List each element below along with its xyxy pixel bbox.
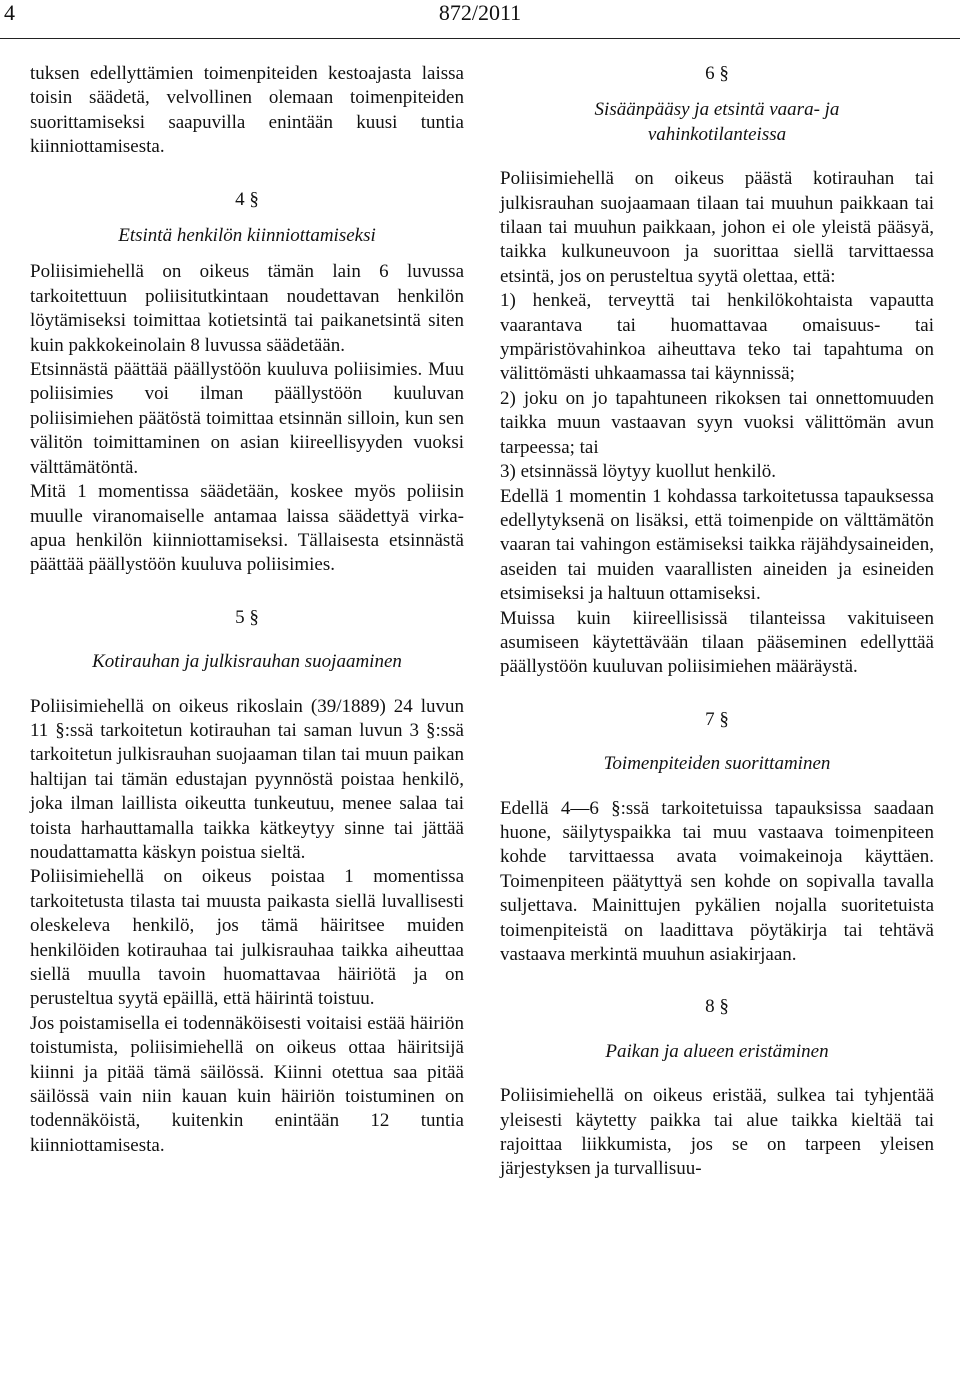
section-8-title: Paikan ja alueen eristäminen: [605, 1040, 829, 1062]
section-8-paragraph-1: Poliisimiehellä on oikeus eristää, sulkea tai tyhjentää yleisesti käytetty paikka tai alue taikka kieltää tai rajoittaa liikkumista, jos se on tarpeen yleisen järjestyksen ja turvallisuu-: [500, 1085, 934, 1180]
section-7-title: Toimenpiteiden suorittaminen: [603, 753, 831, 775]
right-column: [500, 62, 934, 1182]
section-6-paragraph-3: Muissa kuin kiireellisissä tilanteissa vakituiseen asumiseen käytettävään tilaan pääseminen edellyttää päällystöön kuuluvan poliisimiehen määräystä.: [500, 607, 934, 678]
section-5-title: Kotirauhan ja julkisrauhan suojaaminen: [92, 651, 402, 673]
header-rule: [0, 38, 960, 39]
left-column: [30, 62, 464, 1158]
section-5-paragraph-2: Poliisimiehellä on oikeus poistaa 1 momentissa tarkoitetusta tilasta tai muusta paikasta siellä luvallisesti oleskeleva henkilö, jos tämä häiritsee muiden henkilöiden kotirauhaa tai julkisrauhaa taikka aiheuttaa siellä muulla tavoin huomattavaa häiriötä ja on perusteltua syytä epäillä, että häirintä toistuu.: [30, 866, 464, 1010]
section-7-number: 7 §: [705, 708, 729, 730]
page-header: [0, 0, 960, 30]
section-8-number: 8 §: [705, 996, 729, 1018]
section-6-paragraph-1: Poliisimiehellä on oikeus päästä kotirauhan tai julkisrauhan suojaamaan tilaan tai muuhun paikkaan tai tilaan tai muuhun paikkaan, johon ei ole yleistä pääsyä, taikka kulkuneuvoon ja suorittaa siellä tarvittaessa etsintä, jos on perusteltua syytä olettaa, että:: [500, 168, 934, 287]
section-6-number: 6 §: [705, 63, 729, 84]
section-6-title-line-1: Sisäänpääsy ja etsintä vaara- ja: [594, 99, 840, 121]
section-6-item-2: 2) joku on jo tapahtuneen rikoksen tai onnettomuuden taikka muun vastaavan syyn vuoksi välittömän avun tarpeessa; tai: [500, 387, 934, 458]
section-4-paragraph-2: Etsinnästä päättää päällystöön kuuluva poliisimies. Muu poliisimies voi ilman päällystöön kuuluvan poliisimiehen päätöstä toimittaa etsinnän silloin, kun sen välitön toimittaminen on asian kiireellisyyden vuoksi välttämätöntä.: [30, 359, 464, 478]
section-4-paragraph-1: Poliisimiehellä on oikeus tämän lain 6 luvussa tarkoitettuun poliisitutkintaan noudettavan henkilön löytämiseksi toimittaa kotietsintä tai paikanetsintä siten kuin pakkokeinolain 8 luvussa säädetään.: [30, 261, 464, 356]
section-5-number: 5 §: [235, 606, 259, 628]
section-4-title: Etsintä henkilön kiinniottamiseksi: [118, 225, 376, 247]
section-6-item-1: 1) henkeä, terveyttä tai henkilökohtaista vapautta vaarantava tai huomattavaa omaisuus- tai ympäristövahinkoa aiheuttava teko tai tapahtuma on välittömästi uhkaamassa tai käynnissä;: [500, 290, 934, 385]
document-id: 872/2011: [438, 0, 522, 25]
intro-paragraph: tuksen edellyttämien toimenpiteiden kestoajasta laissa toisin säädetä, velvollinen olemaan toimenpiteiden suorittamiseksi saapuvilla enintään kuusi tuntia kiinniottamisesta.: [30, 63, 464, 158]
section-6-paragraph-2: Edellä 1 momentin 1 kohdassa tarkoitetussa tapauksessa edellytyksenä on lisäksi, että toimenpide on välttämätön vaaran tai vahingon estämiseksi taikka räjähdysaineiden, aseiden tai muiden vaarallisten aineiden ja esineiden etsimiseksi ja haltuun ottamiseksi.: [500, 485, 934, 605]
section-5-paragraph-3: Jos poistamisella ei todennäköisesti voitaisi estää häiriön toistumista, poliisimiehellä on oikeus ottaa häiritsijä kiinni ja pitää tämä säilössä. Kiinni otettua saa pitää säilössä vain niin kauan kuin häiriön toistuminen on todennäköistä, kuitenkin enintään 12 tuntia kiinniottamisesta.: [30, 1012, 464, 1156]
section-4-number: 4 §: [235, 188, 259, 210]
section-7-paragraph-1: Edellä 4—6 §:ssä tarkoitetuissa tapauksissa saadaan huone, säilytyspaikka tai muu vastaava toimenpiteen kohde tarvittaessa avata voimakeinoja käyttäen. Toimenpiteen päätyttyä sen kohde on sopivalla tavalla suljettava. Mainittujen pykälien nojalla suoritetuista toimenpiteistä on laadittava pöytäkirja tai tehtävä vastaava merkintä muuhun asiakirjaan.: [500, 797, 934, 965]
section-6-item-3: 3) etsinnässä löytyy kuollut henkilö.: [500, 461, 777, 483]
section-4-paragraph-3: Mitä 1 momentissa säädetään, koskee myös poliisin muulle viranomaiselle antamaa laissa säädettyä virka-apua henkilön kiinniottamiseksi. Tällaisesta etsinnästä päättää päällystöön kuuluva poliisimies.: [30, 481, 464, 576]
page-number: 4: [4, 0, 15, 25]
section-6-title-line-2: vahinkotilanteissa: [647, 123, 787, 145]
section-5-paragraph-1: Poliisimiehellä on oikeus rikoslain (39/1889) 24 luvun 11 §:ssä tarkoitetun kotirauhan tai saman luvun 3 §:ssä tarkoitetun julkisrauhan suojaaman tilan tai muun paikan haltijan tai tämän edustajan pyynnöstä poistaa henkilö, joka ilman laillista oikeutta tunkeutuu, menee salaa tai toista harhauttamalla taikka kätkeytyy sinne tai jättää noudattamatta käskyn poistua sieltä.: [30, 695, 464, 863]
